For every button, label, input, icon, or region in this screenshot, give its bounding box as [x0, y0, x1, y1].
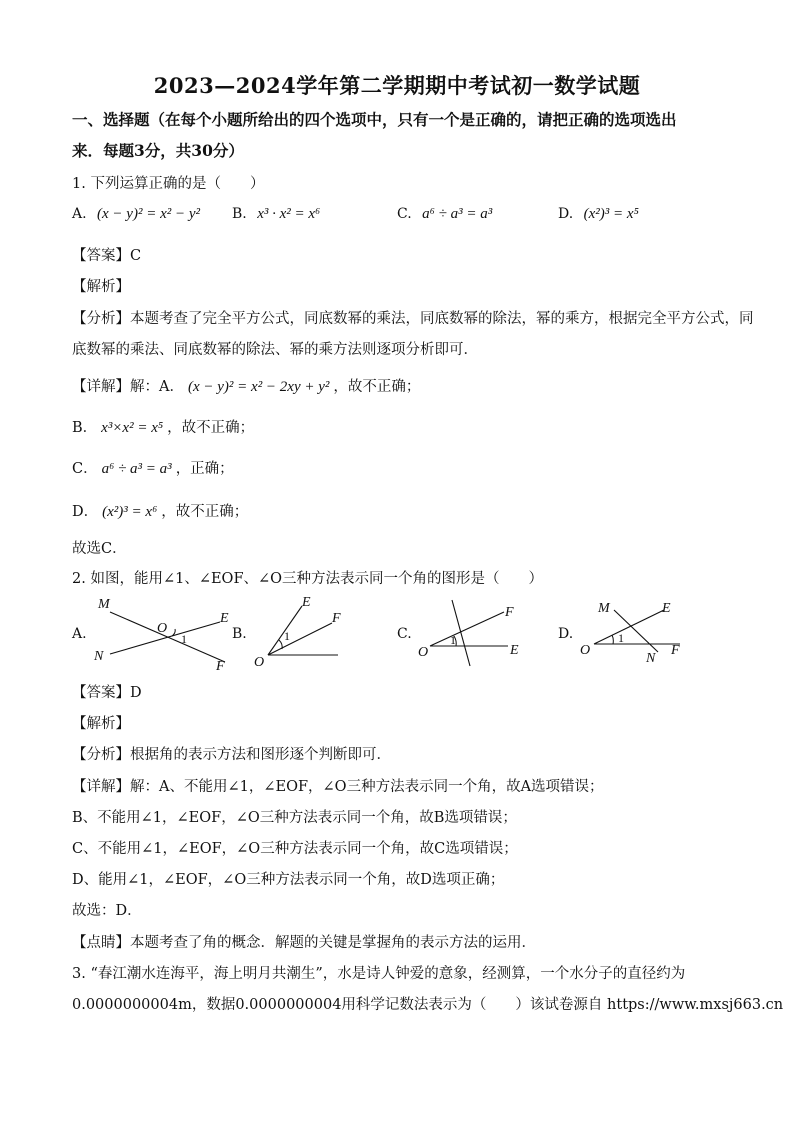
- q1-detail-b-expr: x³×x² = x⁵: [101, 420, 164, 436]
- q1-detail-a-expr: (x − y)² = x² − 2xy + y²: [187, 379, 330, 395]
- q1-analysis-line2: 底数幂的乘法、同底数幂的除法、幂的乘方法则逐项分析即可．: [72, 342, 478, 358]
- q1-detail-b: [72, 416, 254, 437]
- q1-option-a-label: A.: [72, 206, 87, 222]
- q1-answer: 【答案】C: [72, 248, 142, 264]
- q1-detail-d: [72, 500, 248, 521]
- fig-a-angle-1: 1: [181, 632, 187, 646]
- q2-stem: 2. 如图，能用∠1、∠EOF、∠O三种方法表示同一个角的图形是（ ）: [72, 571, 544, 587]
- q2-figure-d: [576, 592, 696, 674]
- q1-option-c-expr: a⁶ ÷ a³ = a³: [422, 206, 493, 222]
- q1-detail-c-expr: a⁶ ÷ a³ = a³: [101, 461, 172, 477]
- fig-b-ray-of: [268, 623, 332, 655]
- q1-detail-b-prefix: B．: [72, 420, 98, 436]
- q1-detail-a: [72, 375, 420, 396]
- q1-analysis-line1: 【分析】本题考查了完全平方公式，同底数幂的乘法，同底数幂的除法，幂的乘方，根据完全平方公式，同: [72, 311, 754, 327]
- page-title: 2023—2024学年第二学期期中考试初一数学试题: [153, 73, 641, 98]
- q2-figure-a: [88, 592, 238, 674]
- fig-d-arc: [612, 635, 613, 644]
- q1-stem: 1. 下列运算正确的是（ ）: [72, 176, 265, 192]
- q2-analysis-tag: 【解析】: [72, 716, 130, 732]
- q1-detail-c: [72, 457, 234, 478]
- fig-d-point-n: N: [646, 651, 656, 666]
- q1-detail-c-prefix: C．: [72, 461, 98, 477]
- q1-analysis-tag: 【解析】: [72, 279, 130, 295]
- q2-fig-d-label: D.: [558, 626, 574, 642]
- fig-a-point-f: F: [216, 659, 225, 674]
- q2-detail-a: 【详解】解：A、不能用∠1，∠EOF，∠O三种方法表示同一个角，故A选项错误；: [72, 779, 604, 795]
- q2-fig-b-label: B.: [232, 626, 247, 642]
- fig-a-point-e: E: [220, 611, 229, 626]
- q3-line1: 3. “春江潮水连海平，海上明月共潮生”，水是诗人钟爱的意象，经测算，一个水分子的直径约为: [72, 966, 686, 982]
- q1-detail-d-expr: (x²)³ = x⁶: [102, 504, 158, 520]
- q2-conclusion: 故选：D．: [72, 903, 142, 919]
- q1-option-b: [232, 206, 320, 223]
- fig-d-point-o: O: [580, 643, 591, 658]
- fig-a-point-o: O: [157, 621, 168, 636]
- fig-d-point-f: F: [671, 643, 680, 658]
- fig-a-point-m: M: [98, 597, 110, 612]
- q1-option-b-label: B.: [232, 206, 247, 222]
- q2-fig-a-label: A.: [72, 626, 87, 642]
- fig-b-arc: [279, 640, 282, 649]
- q3-line2: 0.0000000004m，数据0.0000000004用科学记数法表示为（ ）该试卷源自 https://www.mxsj663.cn: [72, 997, 784, 1013]
- q1-detail-b-suffix: ，故不正确；: [167, 420, 255, 436]
- q1-option-a: [72, 206, 200, 223]
- fig-c-point-f: F: [505, 605, 514, 620]
- q2-figure-c: [412, 592, 542, 674]
- q2-detail-d: D、能用∠1，∠EOF，∠O三种方法表示同一个角，故D选项正确；: [72, 872, 505, 888]
- q2-analysis: 【分析】根据角的表示方法和图形逐个判断即可．: [72, 747, 391, 763]
- q1-detail-c-suffix: ，正确；: [175, 461, 234, 477]
- section-heading-line2: 来．每题3分，共30分）: [72, 141, 244, 160]
- fig-d-point-e: E: [662, 601, 671, 616]
- q1-conclusion: 故选C．: [72, 541, 127, 557]
- q1-detail-a-prefix: 【详解】解：A．: [72, 379, 184, 395]
- fig-c-angle-1: 1: [450, 633, 456, 647]
- q1-detail-d-prefix: D．: [72, 504, 99, 520]
- fig-c-point-e: E: [510, 643, 519, 658]
- q2-figure-b: [250, 592, 370, 674]
- q2-detail-c: C、不能用∠1，∠EOF，∠O三种方法表示同一个角，故C选项错误；: [72, 841, 518, 857]
- q2-detail-b: B、不能用∠1，∠EOF，∠O三种方法表示同一个角，故B选项错误；: [72, 810, 517, 826]
- q1-option-d-label: D.: [558, 206, 574, 222]
- fig-b-point-e: E: [302, 595, 311, 610]
- fig-d-angle-1: 1: [618, 631, 624, 645]
- q1-option-c: [397, 206, 492, 223]
- fig-d-point-m: M: [598, 601, 610, 616]
- q1-detail-d-suffix: ，故不正确；: [161, 504, 249, 520]
- q1-option-b-expr: x³ · x² = x⁶: [257, 206, 321, 222]
- fig-b-point-o: O: [254, 655, 265, 670]
- q1-option-a-expr: (x − y)² = x² − y²: [97, 206, 200, 222]
- q1-detail-a-suffix: ，故不正确；: [333, 379, 421, 395]
- q2-answer: 【答案】D: [72, 685, 142, 701]
- fig-a-point-n: N: [94, 649, 104, 664]
- section-heading-line1: 一、选择题（在每个小题所给出的四个选项中，只有一个是正确的，请把正确的选项选出: [72, 110, 677, 129]
- fig-c-ray-of: [430, 612, 504, 646]
- q1-option-c-label: C.: [397, 206, 412, 222]
- fig-b-point-f: F: [332, 611, 341, 626]
- q2-fig-c-label: C.: [397, 626, 412, 642]
- q1-option-d-expr: (x²)³ = x⁵: [583, 206, 639, 222]
- q2-comment: 【点睛】本题考查了角的概念．解题的关键是掌握角的表示方法的运用．: [72, 935, 536, 951]
- fig-c-point-o: O: [418, 645, 429, 660]
- fig-b-angle-1: 1: [284, 629, 290, 643]
- q1-option-d: [558, 206, 639, 223]
